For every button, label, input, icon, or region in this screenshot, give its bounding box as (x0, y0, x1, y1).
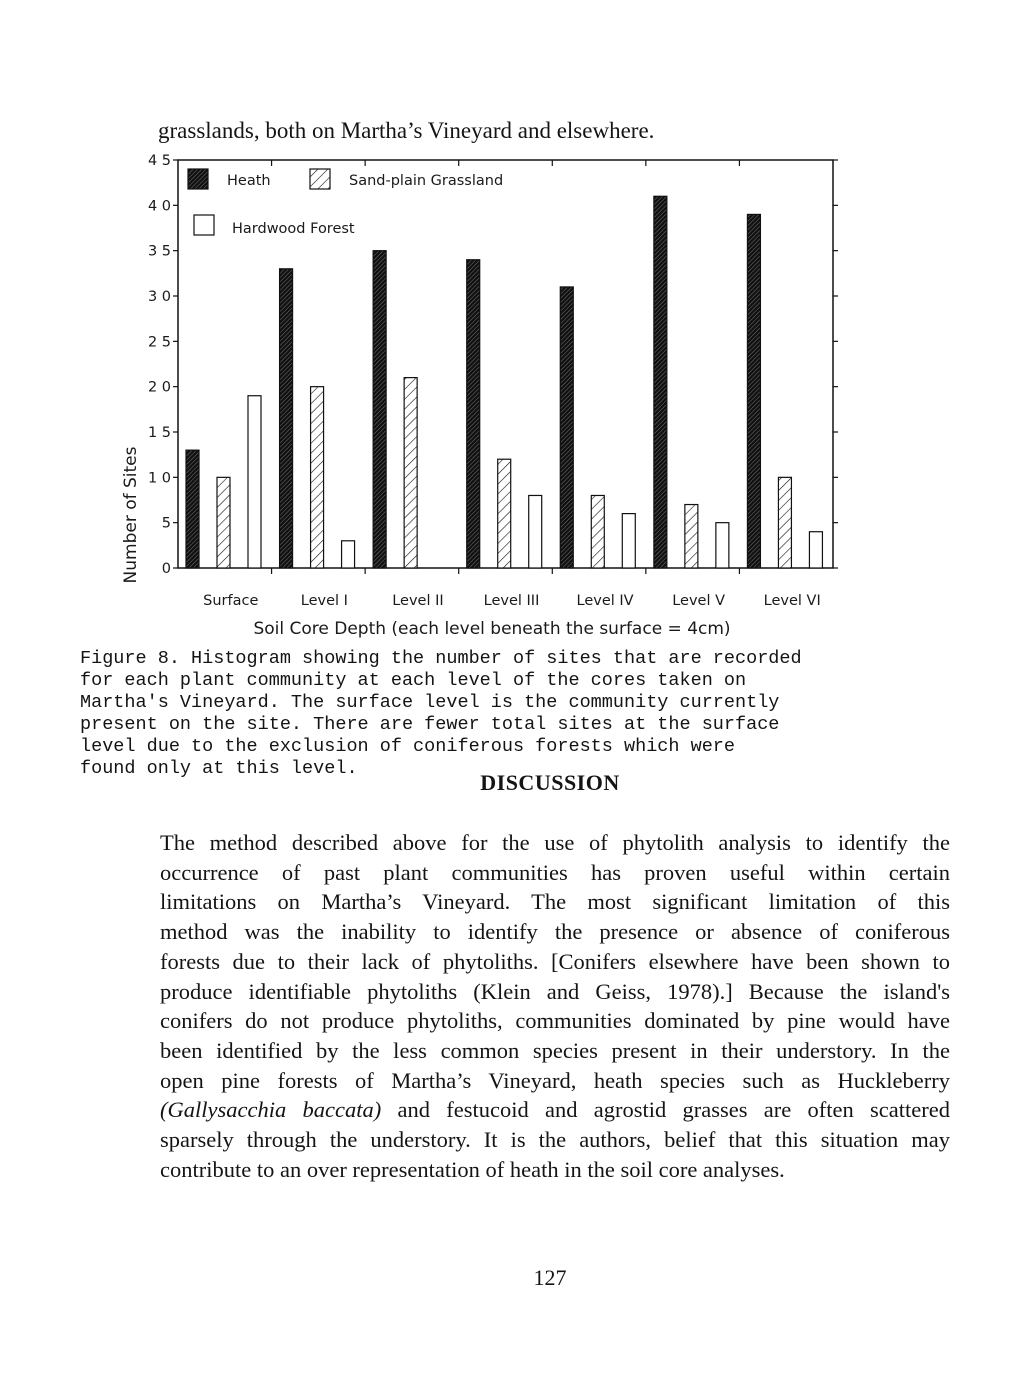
histogram-chart (0, 150, 1017, 650)
paragraph-line: occurrence of past plant communities has proven useful within certain (160, 859, 950, 885)
x-category-label: Level IV (576, 593, 634, 609)
paragraph-line: produce identifiable phytoliths (Klein and Geiss, 1978).] Because the island's (160, 978, 950, 1004)
x-category-label: Surface (203, 593, 259, 609)
discussion-paragraph (160, 828, 950, 1184)
bar-hardwood (622, 514, 635, 568)
legend-hardwood-swatch (194, 215, 214, 235)
y-tick-label: 5 (161, 515, 171, 532)
bar-heath (467, 260, 480, 568)
bar-grassland (591, 495, 604, 568)
bar-heath (654, 196, 667, 568)
x-category-label: Level III (483, 593, 540, 609)
x-category-label: Level V (672, 593, 726, 609)
y-tick-label: 4 5 (147, 153, 171, 169)
x-category-label: Level II (392, 593, 444, 609)
species-name: (Gallysacchia baccata) (160, 1097, 382, 1123)
paragraph-line: The method described above for the use of phytolith analysis to identify the (160, 830, 950, 855)
paragraph-line-rest: and festucoid and agrostid grasses are often scattered (381, 1097, 950, 1123)
legend-heath-label: Heath (227, 173, 271, 189)
y-tick-label: 2 5 (147, 334, 171, 351)
x-category-label: Level VI (763, 593, 821, 609)
bar-heath (280, 269, 293, 568)
x-category-label: Level I (300, 593, 348, 609)
y-tick-label: 2 0 (147, 379, 171, 396)
bar-grassland (498, 459, 511, 568)
y-tick-label: 3 0 (147, 289, 171, 305)
section-heading: DISCUSSION (480, 770, 620, 795)
bar-hardwood (248, 396, 261, 568)
paragraph-line: open pine forests of Martha’s Vineyard, heath species such as Huckleberry (160, 1067, 950, 1093)
legend-hardwood-label: Hardwood Forest (232, 221, 355, 237)
y-axis-label: Number of Sites (121, 446, 141, 584)
caption-line: found only at this level. (80, 758, 358, 779)
y-tick-label: 0 (161, 561, 171, 577)
caption-line: level due to the exclusion of coniferous forests which were (80, 736, 736, 757)
page-number: 127 (533, 1265, 567, 1290)
caption-line: Martha's Vineyard. The surface level is the community currently (80, 692, 780, 713)
paragraph-line: limitations on Martha’s Vineyard. The most significant limitation of this (160, 889, 950, 915)
bar-grassland (217, 477, 230, 568)
bar-hardwood (716, 523, 729, 568)
bar-heath (373, 251, 386, 568)
caption-line: present on the site. There are fewer total sites at the surface (80, 714, 780, 735)
figure-caption (80, 648, 980, 780)
legend-grassland-label: Sand-plain Grassland (349, 173, 504, 189)
paragraph-line: method was the inability to identify the presence or absence of coniferous (160, 919, 950, 945)
y-tick-label: 4 0 (147, 198, 171, 215)
y-tick-label: 1 0 (147, 470, 171, 487)
paragraph-line: forests due to their lack of phytoliths. [Conifers elsewhere have been shown to (160, 948, 950, 974)
legend-grassland-swatch (310, 169, 330, 189)
y-tick-label: 3 5 (147, 243, 171, 260)
caption-line: for each plant community at each level of the cores taken on (80, 670, 747, 691)
legend (188, 169, 503, 237)
bar-grassland (685, 505, 698, 568)
bar-heath (747, 214, 760, 568)
paragraph-line: sparsely through the understory. It is the authors, belief that this situation may (160, 1127, 950, 1153)
paragraph-line: conifers do not produce phytoliths, communities dominated by pine would have (160, 1008, 950, 1034)
caption-line: Figure 8. Histogram showing the number of sites that are recorded (80, 648, 802, 669)
bar-hardwood (342, 541, 355, 568)
bar-grassland (778, 477, 791, 568)
bar-hardwood (529, 495, 542, 568)
paragraph-line: contribute to an over representation of heath in the soil core analyses. (160, 1156, 785, 1182)
bar-heath (560, 287, 573, 568)
bar-hardwood (809, 532, 822, 568)
intro-text: grasslands, both on Martha’s Vineyard and elsewhere. (158, 118, 655, 143)
bar-grassland (311, 387, 324, 568)
paragraph-line (160, 1095, 950, 1125)
bar-heath (186, 450, 199, 568)
y-tick-label: 1 5 (147, 425, 171, 441)
paragraph-line: been identified by the less common species present in their understory. In the (160, 1037, 950, 1063)
x-axis-label: Soil Core Depth (each level beneath the surface = 4cm) (253, 619, 731, 639)
legend-heath-swatch (188, 169, 208, 189)
bar-grassland (404, 378, 417, 568)
